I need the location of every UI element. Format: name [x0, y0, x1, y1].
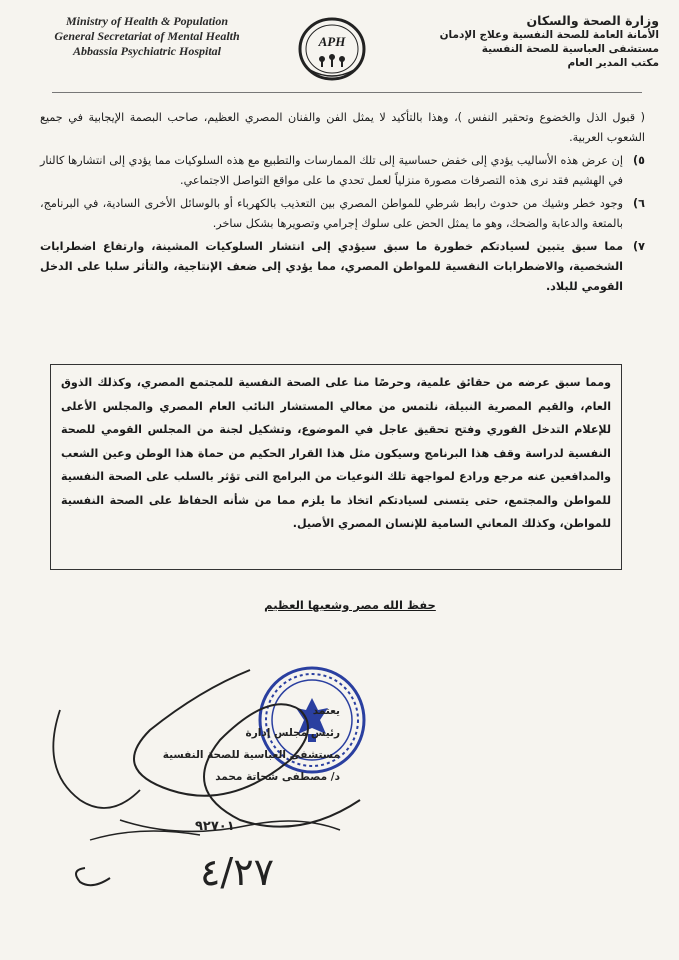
- request-box: ومما سبق عرضه من حقائق علمية، وحرصًا منا على الصحة النفسية للمجتمع المصري، وكذلك الذوق العام، والقيم المصرية النبيلة، نلتمس من معالي المستشار النائب العام المصري والمجلس الأعلى للإعلام التدخل الفوري وفتح تحقيق عاجل في الموضوع، وتشكيل لجنة من المجلس القومي للصحة النفسية لدراسة وقف هذا البرنامج وسيكون مثل هذا القرار الحكيم من حماة هذا الوطن وعين الشعب والمدافعين عنه مرجع ورادع لمواجهة تلك النوعيات من البرامج التى تؤثر بالسلب على الصحة النفسية للمواطن والمجتمع، حتى يتسنى لسيادتكم اتخاذ ما يلزم مما من شأنه الحفاظ على الصحة النفسية للمواطن، وكذلك المعاني السامية للإنسان المصري الأصيل.: [50, 364, 622, 570]
- header-ar-line-3: مستشفى العباسية للصحة النفسية: [481, 43, 659, 55]
- header-arabic: [399, 14, 659, 70]
- list-item-number: ٧): [633, 240, 645, 253]
- signature-block: [120, 700, 340, 788]
- header-ar-line-2: الأمانة العامة للصحة النفسية وعلاج الإدمان: [439, 29, 659, 41]
- body-text: [40, 108, 645, 300]
- signer-organization: مستشفى العباسية للصحة النفسية: [162, 749, 340, 761]
- approved-label: يعتمد: [312, 705, 340, 717]
- signer-title: رئيس مجلس إدارة: [245, 727, 340, 739]
- header-divider: [52, 92, 642, 93]
- header-ar-line-4: مكتب المدير العام: [567, 57, 659, 69]
- list-item-number: ٥): [633, 154, 645, 167]
- header-en-line-1: Ministry of Health & Population: [65, 14, 229, 28]
- intro-paragraph: ( قبول الذل والخضوع وتحقير النفس )، وهذا بالتأكيد لا يمثل الفن والفنان المصري العظيم، صاحب البصمة الإيجابية في جميع الشعوب العربية.: [40, 111, 645, 144]
- list-item: [40, 151, 645, 191]
- handwritten-number: ٩٢٧٠١: [195, 819, 235, 834]
- header-en-line-2: General Secretariat of Mental Health: [54, 29, 240, 43]
- list-item: [40, 237, 645, 297]
- handwritten-date: ٤/٢٧: [200, 850, 275, 894]
- header-en-line-3: Abbassia Psychiatric Hospital: [72, 44, 221, 58]
- header-ar-line-1: وزارة الصحة والسكان: [526, 13, 659, 28]
- signer-name: د/ مصطفى شحاتة محمد: [215, 771, 340, 783]
- list-item-text: وجود خطر وشيك من حدوث رابط شرطي للمواطن المصري بين التعذيب بالكهرباء أو بالوسائل الأخرى السادية، في البرنامج، بالمتعة والدعابة والضحك، وهو ما يمثل الحض على سلوك إجرامي وتصويرها بشكل ساخر.: [40, 197, 623, 230]
- list-item-text: إن عرض هذه الأساليب يؤدي إلى خفض حساسية إلى تلك الممارسات والتطبيع مع هذه السلوكيات مما يؤدي إلى انتشارها كالنار في الهشيم فقد نرى هذه التصرفات مصورة منزلياً لعمل تحدي ما على مواقع التواصل الاجتماعي.: [40, 154, 623, 187]
- list-item-text: مما سبق يتبين لسيادتكم خطورة ما سبق سيؤدي إلى انتشار السلوكيات المشينة، وارتفاع اضطرابات الشخصية، والاضطرابات النفسية للمواطن المصري، مما يؤدي إلى ضعف الإنتاجية، والتأثر سلبا على الدخل القومي للبلاد.: [40, 240, 623, 293]
- list-item: [40, 194, 645, 234]
- list-item-number: ٦): [633, 197, 645, 210]
- logo-text: APH: [318, 34, 346, 49]
- hospital-logo: [294, 14, 370, 84]
- closing-line: حفظ الله مصر وشعبها العظيم: [264, 598, 436, 612]
- header-english: [42, 14, 252, 59]
